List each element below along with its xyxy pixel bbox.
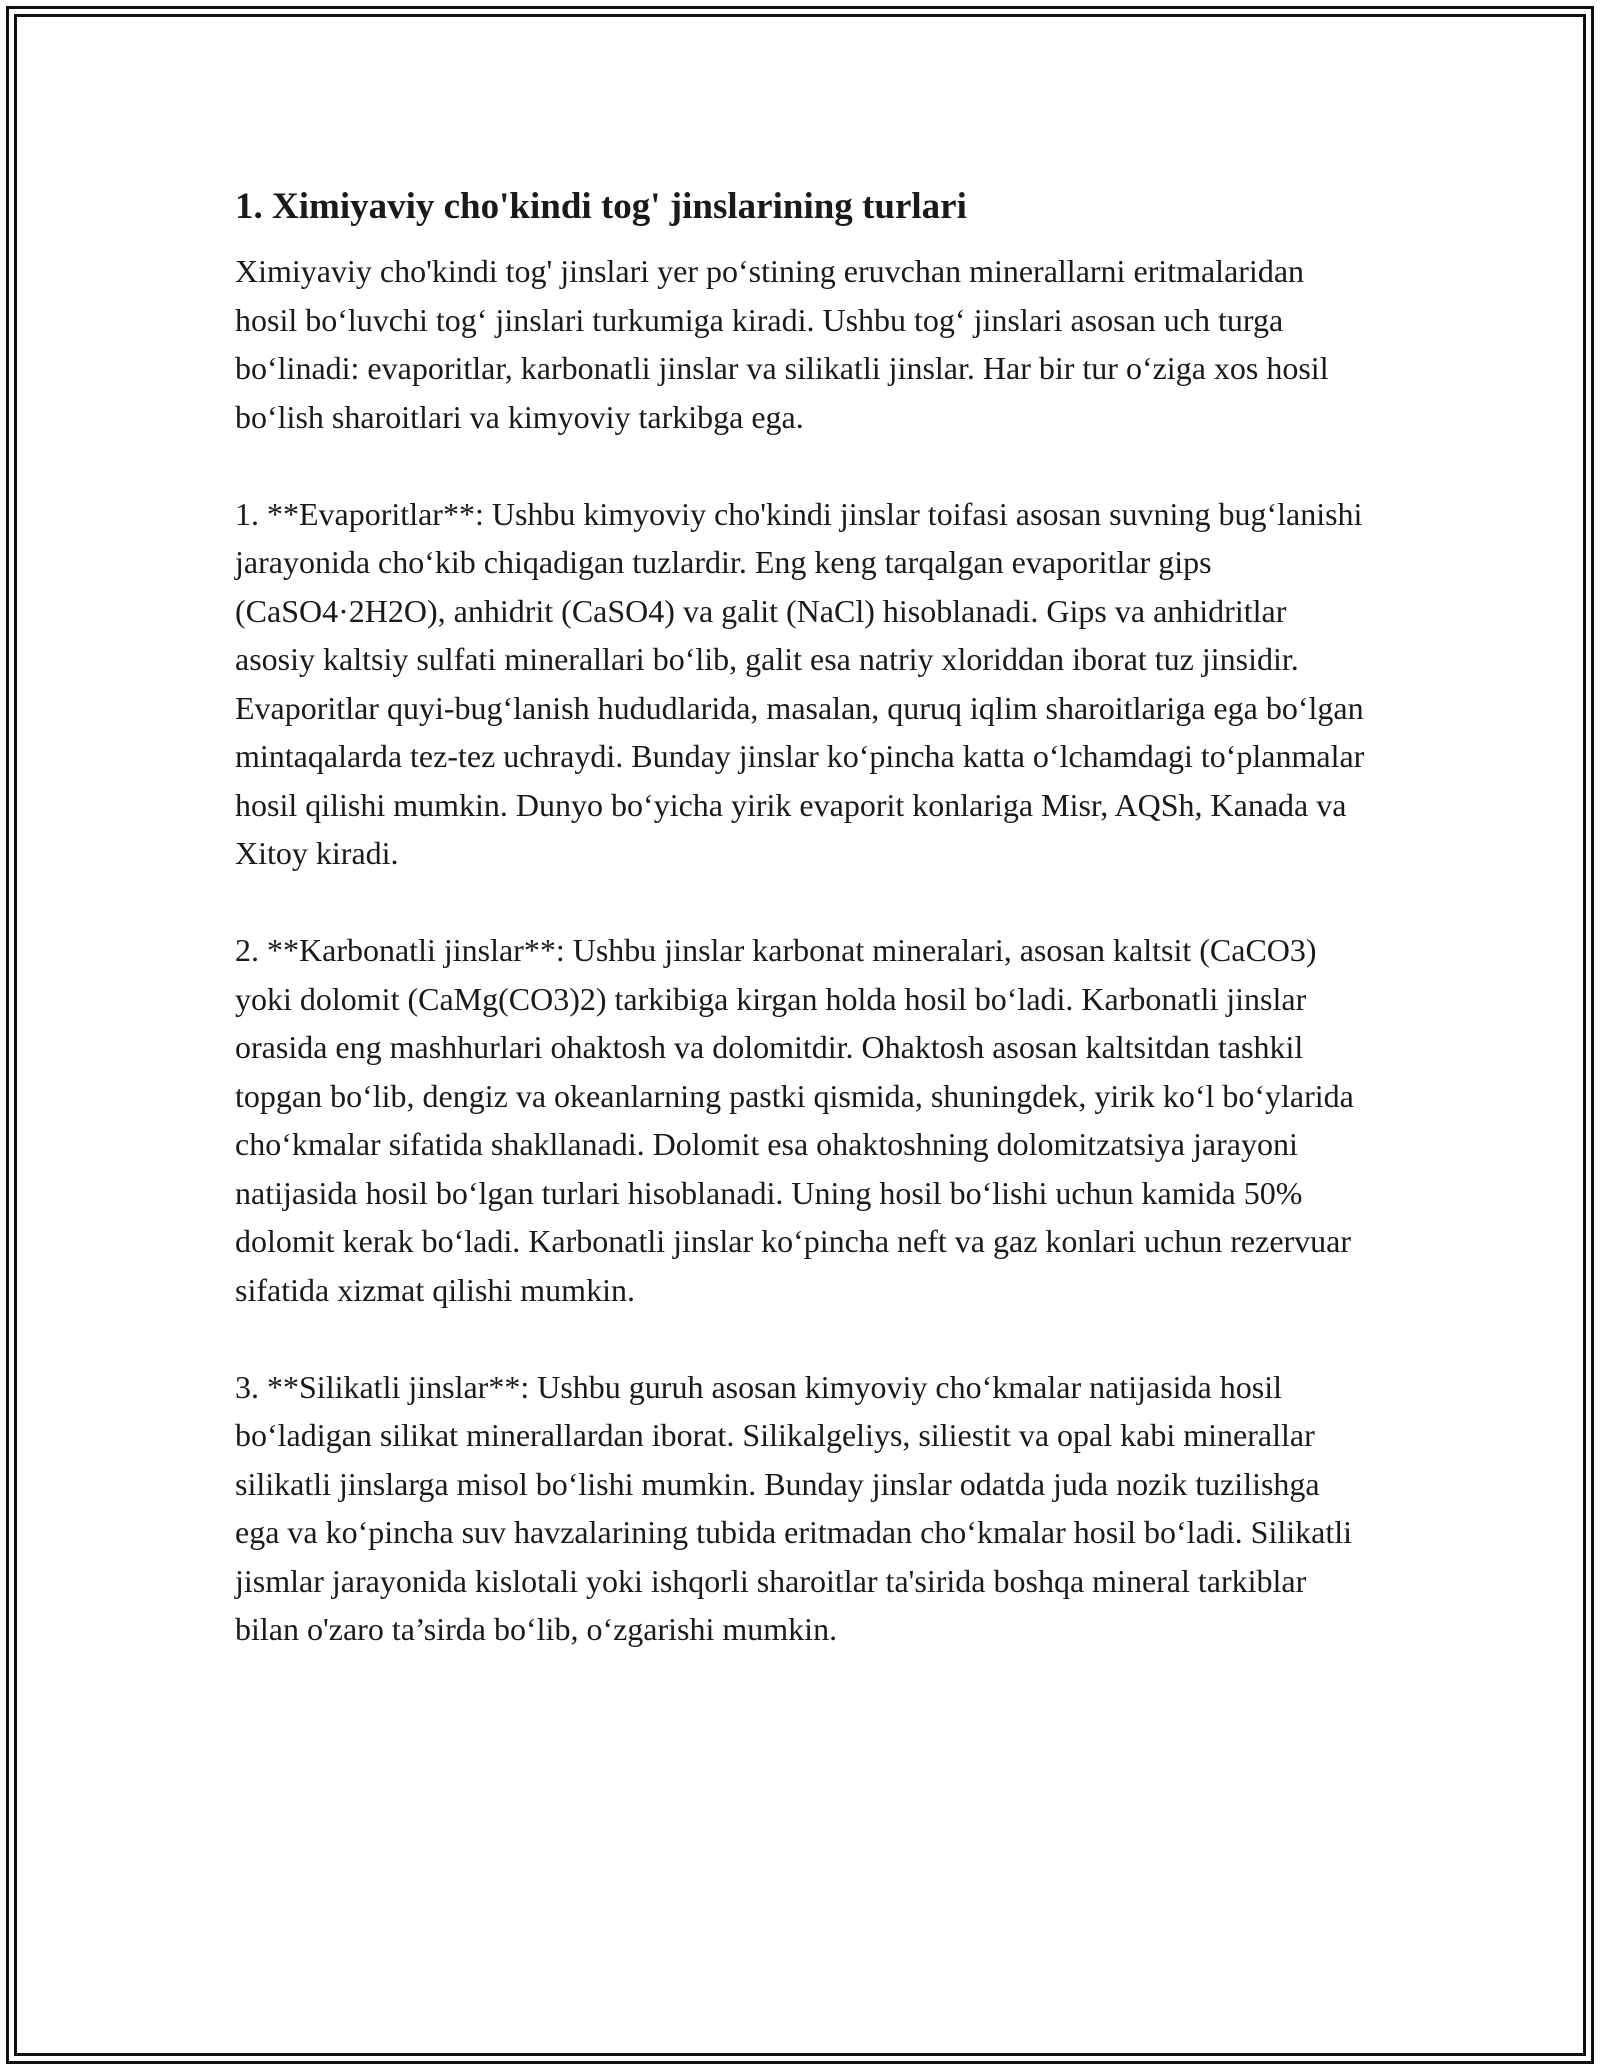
intro-paragraph: Ximiyaviy cho'kindi tog' jinslari yer po‘stining eruvchan minerallarni eritmalaridan hosil bo‘luvchi tog‘ jinslari turkumiga kiradi. Ushbu tog‘ jinslari asosan uch turga bo‘linadi: evaporitlar, karbonatli jinslar va silikatli jinslar. Har bir tur o‘ziga xos hosil bo‘lish sharoitlari va kimyoviy tarkibga ega. [235, 253, 1329, 435]
document-body [235, 185, 1365, 1702]
evaporites-paragraph: 1. **Evaporitlar**: Ushbu kimyoviy cho'kindi jinslar toifasi asosan suvning bug‘lanishi jarayonida cho‘kib chiqadigan tuzlardir. Eng keng tarqalgan evaporitlar gips (CaSO4·2H2O), anhidrit (CaSO4) va galit (NaCl) hisoblanadi. Gips va anhidritlar asosiy kaltsiy sulfati minerallari bo‘lib, galit esa natriy xloriddan iborat tuz jinsidir. Evaporitlar quyi-bug‘lanish hududlarida, masalan, quruq iqlim sharoitlariga ega bo‘lgan mintaqalarda tez-tez uchraydi. Bunday jinslar ko‘pincha katta o‘lchamdagi to‘planmalar hosil qilishi mumkin. Dunyo bo‘yicha yirik evaporit konlariga Misr, AQSh, Kanada va Xitoy kiradi. [235, 495, 1365, 871]
carbonates-paragraph: 2. **Karbonatli jinslar**: Ushbu jinslar karbonat mineralari, asosan kaltsit (CaCO3) yoki dolomit (CaMg(CO3)2) tarkibiga kirgan holda hosil bo‘ladi. Karbonatli jinslar orasida eng mashhurlari ohaktosh va dolomitdir. Ohaktosh asosan kaltsitdan tashkil topgan bo‘lib, dengiz va okeanlarning pastki qismida, shuningdek, yirik ko‘l bo‘ylarida cho‘kmalar sifatida shakllanadi. Dolomit esa ohaktoshning dolomitzatsiya jarayoni natijasida hosil bo‘lgan turlari hisoblanadi. Uning hosil bo‘lishi uchun kamida 50% dolomit kerak bo‘ladi. Karbonatli jinslar ko‘pincha neft va gaz konlari uchun rezervuar sifatida xizmat qilishi mumkin. [235, 932, 1354, 1308]
section-title: 1. Ximiyaviy cho'kindi tog' jinslarining turlari [235, 186, 967, 227]
silicates-paragraph: 3. **Silikatli jinslar**: Ushbu guruh asosan kimyoviy cho‘kmalar natijasida hosil bo‘ladigan silikat minerallardan iborat. Silikalgeliys, siliestit va opal kabi minerallar silikatli jinslarga misol bo‘lishi mumkin. Bunday jinslar odatda juda nozik tuzilishga ega va ko‘pincha suv havzalarining tubida eritmadan cho‘kmalar hosil bo‘ladi. Silikatli jismlar jarayonida kislotali yoki ishqorli sharoitlar ta'sirida boshqa mineral tarkiblar bilan o'zaro ta’sirda bo‘lib, o‘zgarishi mumkin. [235, 1368, 1352, 1647]
